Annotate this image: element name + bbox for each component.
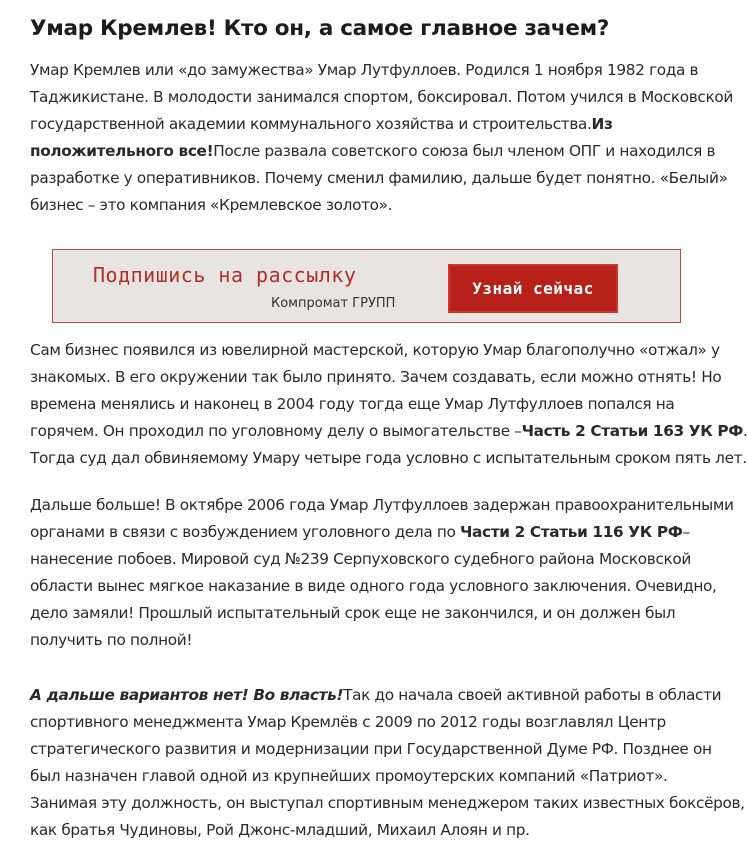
- paragraph-line: разработке у оперативников. Почему сменил фамилию, дальше будет понятно. «Белый»: [30, 169, 728, 187]
- learn-now-button[interactable]: Узнай сейчас: [448, 264, 618, 313]
- text-fragment: государственной академии коммунального хозяйства и строительства.: [30, 115, 592, 133]
- paragraph-line: спортивного менеджмента Умар Кремлёв с 2009 по 2012 годы возглавлял Центр: [30, 713, 666, 731]
- text-fragment: органами в связи с возбуждением уголовного дела по: [30, 523, 461, 541]
- bold-highlight: Из: [591, 115, 613, 133]
- text-fragment: После развала советского союза был членом ОПГ и находился в: [213, 142, 716, 160]
- paragraph-line: Таджикистане. В молодости занимался спортом, боксировал. Потом учился в Московской: [30, 88, 733, 106]
- law-article-reference: Части 2 Статьи 116 УК РФ: [460, 523, 683, 541]
- text-fragment: –: [682, 523, 690, 541]
- subscribe-banner[interactable]: [52, 249, 681, 323]
- text-fragment: .: [743, 422, 748, 440]
- paragraph-line: Умар Кремлев или «до замужества» Умар Лутфуллоев. Родился 1 ноября 1982 года в: [30, 61, 699, 79]
- text-fragment: Так до начала своей активной работы в области: [343, 686, 722, 704]
- paragraph-line: получить по полной!: [30, 631, 193, 649]
- paragraph-line: был назначен главой одной из крупнейших промоутерских компаний «Патриот».: [30, 767, 668, 785]
- paragraph-line: бизнес – это компания «Кремлевское золото».: [30, 196, 393, 214]
- banner-subtitle: Компромат ГРУПП: [271, 296, 396, 311]
- paragraph-line: нанесение побоев. Мировой суд №239 Серпуховского судебного района Московской: [30, 550, 691, 568]
- bold-italic-highlight: А дальше вариантов нет! Во власть!: [30, 686, 344, 704]
- paragraph-1: [30, 57, 733, 219]
- paragraph-2: [30, 337, 748, 472]
- paragraph-line: [30, 138, 720, 165]
- paragraph-line: дело замяли! Прошлый испытательный срок еще не закончился, и он должен был: [30, 604, 676, 622]
- text-fragment: горячем. Он проходил по уголовному делу о вымогательстве –: [30, 422, 522, 440]
- paragraph-line: как братья Чудиновы, Рой Джонс-младший, Михаил Алоян и пр.: [30, 821, 530, 839]
- paragraph-line: [30, 519, 720, 546]
- law-article-reference: Часть 2 Статьи 163 УК РФ: [521, 422, 744, 440]
- paragraph-line: времена менялись и наконец в 2004 году тогда еще Умар Лутфуллоев попался на: [30, 395, 675, 413]
- paragraph-line: Занимая эту должность, он выступал спортивным менеджером таких известных боксёров,: [30, 794, 745, 812]
- paragraph-line: стратегического развития и модернизации при Государственной Думе РФ. Позднее он: [30, 740, 712, 758]
- paragraph-line: области вынес мягкое наказание в виде одного года условного заключения. Очевидно,: [30, 577, 717, 595]
- paragraph-line: Тогда суд дал обвиняемому Умару четыре года условно с испытательным сроком пять лет.: [30, 449, 747, 467]
- paragraph-line: знакомых. В его окружении так было принято. Зачем создавать, если можно отнять! Но: [30, 368, 722, 386]
- paragraph-3: [30, 492, 734, 654]
- paragraph-4: [30, 682, 745, 844]
- article-title: Умар Кремлев! Кто он, а самое главное зачем?: [30, 16, 610, 41]
- paragraph-line: [30, 682, 720, 709]
- paragraph-line: Сам бизнес появился из ювелирной мастерской, которую Умар благополучно «отжал» у: [30, 341, 720, 359]
- bold-highlight: положительного все!: [30, 142, 214, 160]
- paragraph-line: [30, 111, 720, 138]
- paragraph-line: Дальше больше! В октябре 2006 года Умар Лутфуллоев задержан правоохранительными: [30, 496, 734, 514]
- paragraph-line: [30, 418, 748, 445]
- banner-title: Подпишись на рассылку: [93, 263, 357, 287]
